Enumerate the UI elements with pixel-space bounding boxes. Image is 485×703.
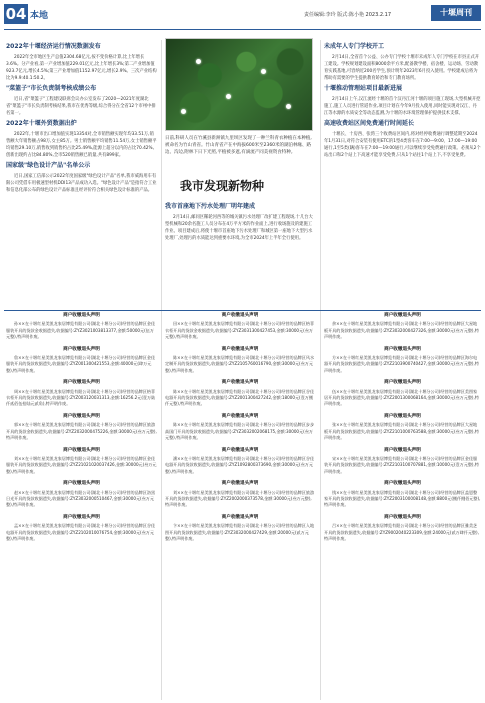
notice-title: 商户收缴退头声明 [221,380,259,386]
notice-item [6,380,157,408]
notice-item [324,380,481,408]
notice-body: 陈××在十堰红星美凯龙家居博览有限公司(湖北十堰分公司)经营的品牌区谷佳电器开具的货款收据遗失,收据编号:ZYZ2001300427242,金额:18000元(壹万捌仟元整),特声明作废。 [165,388,315,407]
notice-body: 刘××在十堰红星美凯龙家居博览有限公司(湖北十堰分公司)经营的品牌区金佳服装开具的货款收据遗失,收据编号:ZYZ21021020037426,金额:30000元(叁万元整),特声明作废。 [6,455,157,474]
notice-title: 商户收缴退头声明 [63,447,100,453]
notice-body: 钱××在十堰红星美凯龙家居博览有限公司(湖北十堰分公司)经营的品牌区盖恩整家开具的货款收据遗失,收据编号:ZYZ2003100008148,金额:8800元(捌仟捌佰元整),特声明作废。 [324,489,481,508]
notice-title: 商户收缴退头声明 [221,447,259,453]
article-special-school: 2月14日,全省首个公益、公办专门学校十堰市未成年人专门学校在市县正式开工建设。学校规划建设面积8000余平方米,配备教学楼、宿舍楼、运动场、劳动教育实践基地,可容纳近200名学生,预计明年2023年6月投入使用。学校建成后将为帮助有需要的学生提供教育矫治和专门教育场所。 [324,55,480,81]
headline-green-product: 国家级"绿色设计产品"名单公示 [6,162,91,169]
notice-title: 商户收缴退头声明 [63,380,100,386]
notice-body: 陈××在十堰红星美凯龙家居博览有限公司(湖北十堰分公司)经营的品牌区步步高国门开具的货款收据遗失,收据编号:ZYZ3032002068175,金额:30000元(叁万元整),特声明作废。 [165,422,315,441]
right-column [324,40,481,306]
notice-title: 商户收缴退头声明 [221,481,259,487]
notice-item [324,414,481,442]
notice-body: 卞××在十堰红星美凯龙家居博览有限公司(湖北十堰分公司)经营的品牌区入地图开具的货款收据遗失,收据编号:ZYZ3032000427429,金额:20000元(贰万元整),特声明作废。 [165,523,315,541]
article-sewage-plant: 2月14日,邮同区稀轮河西等的城关镇污水处理厂改扩建工程现场,十几台大型机械和20余名施工人员分布在4万平方米的作业面上,进行收场施及的建施工作业。项目建成后,将使十堰市首座地下污水处理厂和城区第一座地下大型污水处理厂,处理污的水质能达到重要水环境,为全市2024年上半年全行使用。 [165,215,313,241]
notice-body: 潘××在十堰红星美凯龙家居博览有限公司(湖北十堰分公司)经营的品牌区谷佳电器开具的货款收据遗失,收据编号:ZYZ1092800373690,金额:30000元(叁万元整),特声明作废。 [165,455,315,474]
article-station-project: 2月14日上午,汉江流经十堰的首个汉丹江河十堰的项目施工现场,大型机械开挖施工,施工人员进行管道作业,项目计划在今年9月投入使用,同时能实现对汉江、丹江等水源的水质安全等动态监测,为十堰的水环境管理保护提供技术支撑。 [324,97,481,116]
page-header [4,4,481,30]
notice-body: 詹××在十堰红星美凯龙家居博览有限公司(湖北十堰分公司)经营的品牌区金佳服装开具的货款收据遗失,收据编号:ZYZ001300421553,金额:40000元(肆万元整),特声明作废。 [6,355,156,373]
notice-body: 余××在十堰红星美凯龙家居博览有限公司(湖北十堰分公司)经营的品牌区大星地板开具的货款收据遗失,收据编号:ZYZ3032000427326,金额:30000元(叁万元整),特声明作废。 [324,321,479,340]
notice-title: 商户收缴退头声明 [63,313,100,318]
notice-body: 周××在十堰红星美凯龙家居博览有限公司(湖北十堰分公司)经营的品牌区格菲衣柜开具的货款收据遗失,收据编号:ZYZ003120031313,金额:16256.2元(壹万陆仟贰佰伍拾陆元贰角),特声明作废。 [6,388,156,407]
notice-item [324,448,481,476]
notice-item [165,481,315,509]
notice-item [324,481,481,509]
notice-item [6,515,157,543]
notice-body: 伍××在十堰红星美凯龙家居博览有限公司(湖北十堰分公司)经营的品牌区美图家居开具的货款收据遗失,收据编号:ZYZ2001300068164,金额:30000元(叁万元整),特声明作废。 [324,388,479,407]
notice-item [165,380,315,408]
notice-title: 商户收缴退头声明 [384,346,421,352]
notice-title: 商户收缴退头声明 [221,346,259,352]
notice-title: 商户收缴退头声明 [221,313,259,318]
photo-caption: 日前,科研人员在竹溪县新洲镇九里坝区发现了一种兰科青衣种植在本种植,被命名为竹山青省。竹山青省产在中海拔600米至2360米的湖泊林缘、路边、沟边,附林下日下光照,平植被多遮,有滴流产同美视资食特种。 [165,136,312,155]
notice-item [165,347,315,375]
new-species-photo [165,38,313,131]
notice-item [6,481,157,509]
notice-item [324,347,481,375]
notice-body: 郭××在十堰红星美凯龙家居博览有限公司(湖北十堰分公司)经营的品牌区旅游开具的货款金收据遗失,收据编号:ZYZ2032000475226,金额:30000元(叁万元整),特声明作废。 [6,422,157,441]
notice-body: 陈××在十堰红星美凯龙家居博览有限公司(湖北十堰分公司)经营的品牌区风水定制开具的货款收据遗失,收据编号:ZYZ2105760016790,金额:30000元(叁万元整),特声明作废。 [165,355,315,373]
column-divider [161,40,162,700]
headline-highway-toll: 高速收费站区间免费通行时间延长 [324,120,415,127]
notice-body: 赵××在十堰红星美凯龙家居博览有限公司(湖北十堰分公司)经营的品牌区洛黑日光开具的货款收据遗失,收据编号:ZYZ3032000510467,金额:30000元(叁万元整),特声明作废。 [6,489,156,508]
article-highway-toll: 十堰长、十房西、张湾三个收费站区间内,将对经停收费通行调整延期至2024年1月31日,对符合安装有使用ETC的1型4类客车在7:00—9:00、17:00—19:00通行,1至5类(辆)客车在7:00—19:00通行,可以继续享受免费通行政策。必须从2个站出口和2个站上下高速才能享受免费,只从1个站往1个站上下,不享受免费。 [324,132,481,158]
notice-item [6,448,157,476]
headline-vegetable-basket: "菜篮子"市长负责制考核成绩公布 [6,85,97,92]
notices-column-1 [6,313,157,548]
notice-body: 刘××在十堰红星美凯龙家居博览有限公司(湖北十堰分公司)经营的品牌区旅游开具的货款收据遗失,收据编号:ZYZ2002000373578,金额:30000元(叁万元整),特声明作废。 [165,489,315,508]
headline-economy: 2022年十堰经济运行情况数据发布 [6,43,101,50]
notice-item [324,515,481,543]
notice-title: 商户收缴退头声明 [384,514,421,520]
notice-item [6,313,157,341]
notice-title: 商户收缴退头声明 [63,481,100,487]
notice-item [165,313,315,341]
newspaper-logo: 十堰周刊 [431,5,481,21]
notice-title: 商户收缴退头声明 [63,346,100,352]
notice-item [165,414,315,442]
left-column [6,40,157,306]
section-divider [4,310,481,311]
notice-item [165,448,315,476]
notice-item [165,515,315,543]
notice-body: 方××在十堰红星美凯龙家居博览有限公司(湖北十堰分公司)经营的品牌区海尔电器开具的货款收据遗失,收据编号:ZYZ2103900740427,金额:30000元(叁万元整),特声明作废。 [324,355,479,373]
middle-column-story [165,200,315,306]
article-trade: 2022年,十堰市出口增加值实现13354对,全市销售额实现年均33.51万,销售额大年销售额占98万,女主85万。男士销售额平均销售11.54万,女士销售额平均销售29.10万,销售收到销售约占比25.49%,能源上超分以内的占比70.42%,创新出现约占比84.80%,全市520销售额已销量,共有899家。 [6,132,157,158]
notices-column-2 [165,313,315,548]
notice-body: 吕××在十堰红星美凯龙家居博览有限公司(湖北十堰分公司)经营的品牌区雅美芝开具的货款收据遗失,收据编号:ZYZ9002040223309,金额:24000元(贰万肆仟元整),特声明作废。 [324,523,479,541]
notice-title: 商户收缴退头声明 [384,481,421,487]
notice-title: 商户收缴退头声明 [384,313,421,318]
notice-item [324,313,481,341]
headline-sewage-plant: 我市首座地下污水处理厂明年建成 [165,203,256,210]
column-divider [320,40,321,700]
notices-column-3 [324,313,481,548]
notice-title: 商户收缴退头声明 [63,514,100,520]
article-green-product: 近日,国家工信部公示2022年度国家级"绿色设计产品"名单,我市威海用车有限公司凭借车用极速型材机DDI13产品成功入选。"绿色设计产品"是指符合工业和信息化部公布的绿色设计产品标准且经评价符合相关绿色设计标准的产品。 [6,174,157,193]
notice-body: 孟××在十堰红星美凯龙家居博览有限公司(湖北十堰分公司)经营的品牌区谷佳电器开具的货款收据遗失,收据编号:ZYZ2102010076754,金额:30000元(叁万元整),特声明作废。 [6,523,156,541]
notice-title: 商户收缴退头声明 [384,380,421,386]
headline-station-project: 十堰推动管理站项目最新进展 [324,85,403,92]
notice-title: 商户收缴退头声明 [384,413,421,419]
notice-title: 商户收缴退头声明 [221,413,259,419]
page-number: 04 [5,5,27,23]
notice-title: 商户收缴退头声明 [63,413,100,419]
article-vegetable-basket: 近日,省"菜篮子"工程建设联席会议办公室发布了2020—2021年度湖北省"菜篮子"市长负责制考核结果,我市在优秀等级,综合得分在全省12个市州中排名第一。 [6,97,156,116]
feature-headline: 我市发现新物种 [180,179,265,193]
notice-body: 宋××在十堰红星美凯龙家居博览有限公司(湖北十堰分公司)经营的品牌区金佳服装开具的货款收据遗失,收据编号:ZYZ2103100707881,金额:10000元(壹万元整),特声明作废。 [324,455,479,474]
article-economy: 2022年全市地区生产总值2304.68亿元,按不变价格计算,比上年增长3.6%。分产业看,第一产业增加值229.01亿元,比上年增长3%;第二产业增加值923.7亿元,增长4.5%;第三产业增加值1152.97亿元,增长2.9%。三次产业结构比为9.9:40.1:50.2。 [6,55,157,81]
headline-trade: 2022年十堰外贸数据出炉 [6,120,77,127]
notice-body: 孙××在十堰红星美凯龙家居博览有限公司(湖北十堰分公司)经营的品牌区金佳服装开具的货款金收据遗失,收据编号:ZYZ3021003813377,金额:50000元(伍万元整),特声明作废。 [6,321,156,340]
notice-body: 张××在十堰红星美凯龙家居博览有限公司(湖北十堰分公司)经营的品牌区大星地板开具的货款收据遗失,收据编号:ZYZ2101000763588,金额:30000元(叁万元整),特声明作废。 [324,422,479,441]
notice-title: 商户收缴退头声明 [221,514,259,520]
section-name: 本地 [30,11,49,21]
notice-item [6,414,157,442]
editor-meta: 责任编辑:李玲 版式:陈小艳 2023.2.17 [304,12,391,18]
notice-body: 田××在十堰红星美凯龙家居博览有限公司(湖北十堰分公司)经营的品牌区格菲衣柜开具的货款金收据遗失,收据编号:ZYZ3031300427453,金额:30000元(叁万元整),特声明作废。 [165,321,315,340]
notice-item [6,347,157,375]
notice-title: 商户收缴退头声明 [384,447,421,453]
headline-special-school: 未成年人专门学校开工 [324,43,385,50]
